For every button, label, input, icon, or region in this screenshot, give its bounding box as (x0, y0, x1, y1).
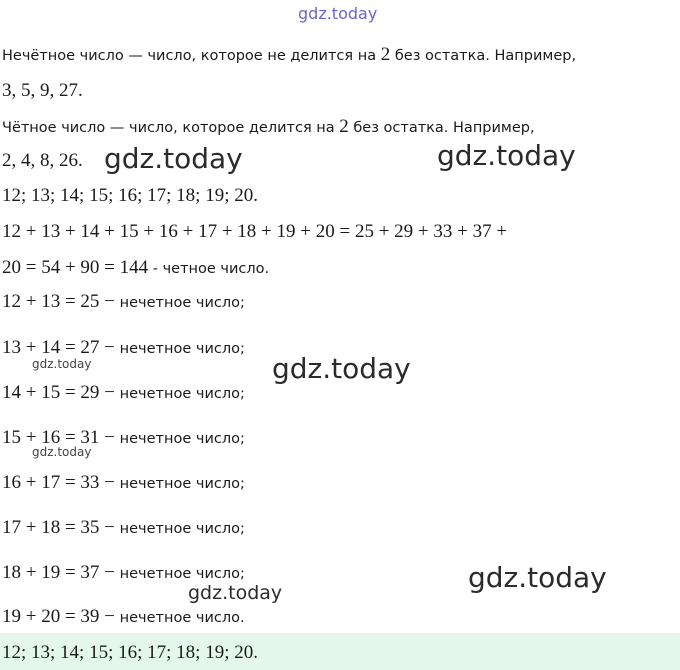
number-sequence-values: 12; 13; 14; 15; 16; 17; 18; 19; 20. (2, 185, 258, 206)
number-sequence (2, 185, 258, 208)
sum-line-2 (2, 257, 269, 280)
watermark-big-4: gdz.today (468, 561, 607, 594)
odd-examples (2, 80, 83, 103)
pair-row (2, 472, 245, 495)
pair-row (2, 382, 245, 405)
even-definition-tail: без остатка. Например, (348, 120, 535, 136)
pair-label: нечетное число; (119, 386, 245, 402)
sum-line-1 (2, 221, 507, 244)
even-examples (2, 150, 83, 173)
answer-row (2, 642, 258, 665)
pair-row (2, 606, 245, 629)
odd-definition-text: Нечётное число — число, которое не делится на (2, 48, 381, 64)
odd-examples-values: 3, 5, 9, 27. (2, 80, 83, 101)
answer-values: 12; 13; 14; 15; 16; 17; 18; 19; 20. (2, 642, 258, 663)
watermark-big-3: gdz.today (272, 352, 411, 385)
pair-expr: 13 + 14 = 27 − (2, 337, 120, 358)
pair-label: нечетное число; (119, 476, 245, 492)
even-definition-two: 2 (339, 116, 349, 137)
pair-label: нечетное число; (119, 566, 245, 582)
sum-line-2-text: - четное число. (148, 261, 270, 277)
pair-label: нечетное число; (119, 521, 245, 537)
odd-definition (2, 44, 576, 67)
even-definition-text: Чётное число — число, которое делится на (2, 120, 340, 136)
pair-label: нечетное число; (119, 341, 245, 357)
odd-definition-two: 2 (380, 44, 391, 65)
watermark-small-2: gdz.today (32, 445, 92, 459)
pair-expr: 17 + 18 = 35 − (2, 517, 120, 538)
watermark-medium: gdz.today (188, 582, 283, 604)
pair-expr: 15 + 16 = 31 − (2, 427, 120, 448)
watermark-small-1: gdz.today (32, 357, 92, 371)
pair-expr: 14 + 15 = 29 − (2, 382, 120, 403)
even-examples-values: 2, 4, 8, 26. (2, 150, 83, 171)
pair-expr: 18 + 19 = 37 − (2, 562, 120, 583)
sum-line-1-expr: 12 + 13 + 14 + 15 + 16 + 17 + 18 + 19 + 20 = 25 + 29 + 33 + 37 + (2, 221, 508, 242)
pair-expr: 16 + 17 = 33 − (2, 472, 120, 493)
pair-expr: 12 + 13 = 25 − (2, 291, 120, 312)
watermark-top: gdz.today (298, 4, 378, 23)
pair-label: нечетное число. (119, 610, 245, 626)
watermark-big-1: gdz.today (104, 142, 243, 175)
pair-row (2, 517, 245, 540)
pair-row (2, 291, 245, 314)
even-definition (2, 116, 535, 139)
sum-line-2-expr: 20 = 54 + 90 = 144 (2, 257, 149, 278)
watermark-big-2: gdz.today (437, 139, 576, 172)
pair-label: нечетное число; (119, 295, 245, 311)
odd-definition-tail: без остатка. Например, (390, 48, 577, 64)
pair-expr: 19 + 20 = 39 − (2, 606, 120, 627)
pair-label: нечетное число; (119, 431, 245, 447)
